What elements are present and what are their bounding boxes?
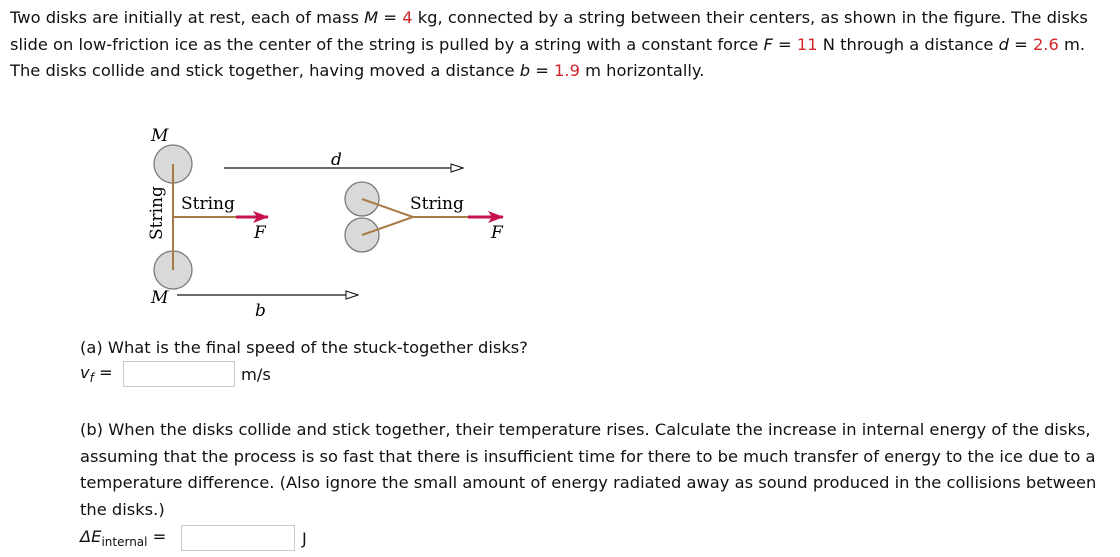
- mass-label-top: M: [151, 126, 169, 146]
- mass-variable: M: [364, 8, 379, 27]
- distance-b-label: b: [255, 301, 266, 321]
- force-value: 11: [796, 34, 818, 54]
- answer-label-a: [80, 363, 123, 385]
- string-label-left: String: [181, 194, 235, 214]
- distance-b-variable: b: [519, 61, 531, 80]
- internal-energy-input[interactable]: [181, 525, 295, 551]
- speed-variable: v: [80, 363, 90, 382]
- problem-statement: [10, 5, 1110, 85]
- equals-sign: =: [93, 363, 113, 382]
- distance-b-value: 1.9: [554, 61, 580, 80]
- mass-label-bottom: M: [151, 288, 169, 308]
- speed-subscript: f: [89, 371, 94, 385]
- problem-text: kg, connected by a string between their centers, as shown in the figure. The disks slide on low-friction ice as the center of the string is pulled by a string with a constant force: [10, 8, 1088, 54]
- question-a: (a) What is the final speed of the stuck-together disks?: [80, 338, 528, 357]
- problem-text: m horizontally.: [579, 61, 705, 80]
- equals-sign: =: [1008, 34, 1033, 54]
- question-b: (b) When the disks collide and stick together, their temperature rises. Calculate the increase in internal energy of the disks, assuming that the process is so fast that there is insufficient time for there to be much transfer of energy to the ice due to a temperature difference. (Also ignore the small amount of energy radiated away as sound produced in the collisions between the disks.): [80, 420, 1097, 519]
- energy-subscript: internal: [101, 535, 148, 549]
- force-variable: F: [763, 34, 773, 54]
- disks-diagram: [140, 122, 520, 322]
- force-label-right: F: [491, 223, 503, 243]
- answer-label-b: [80, 527, 181, 549]
- answer-row-a: [80, 361, 271, 387]
- string-label-right: String: [410, 194, 464, 214]
- equals-sign: =: [530, 61, 555, 80]
- energy-variable: ΔE: [80, 527, 102, 546]
- disks-figure: [140, 122, 520, 322]
- distance-d-label: d: [331, 150, 342, 170]
- problem-text: m. The disks collide and stick together, having moved a distance: [10, 34, 1086, 80]
- equals-sign: =: [147, 527, 167, 546]
- problem-text: N through a distance: [817, 34, 999, 54]
- mass-value: 4: [402, 8, 413, 27]
- unit-label-b: J: [302, 528, 307, 548]
- force-label-left: F: [254, 223, 266, 243]
- distance-d-variable: d: [998, 34, 1009, 54]
- equals-sign: =: [772, 34, 797, 54]
- final-speed-input[interactable]: [123, 361, 235, 387]
- distance-d-value: 2.6: [1032, 34, 1059, 54]
- problem-text: Two disks are initially at rest, each of mass: [10, 8, 365, 27]
- string-label-vertical: String: [147, 186, 167, 240]
- equals-sign: =: [378, 8, 403, 27]
- answer-row-b: [80, 525, 307, 551]
- unit-label-a: m/s: [241, 364, 271, 384]
